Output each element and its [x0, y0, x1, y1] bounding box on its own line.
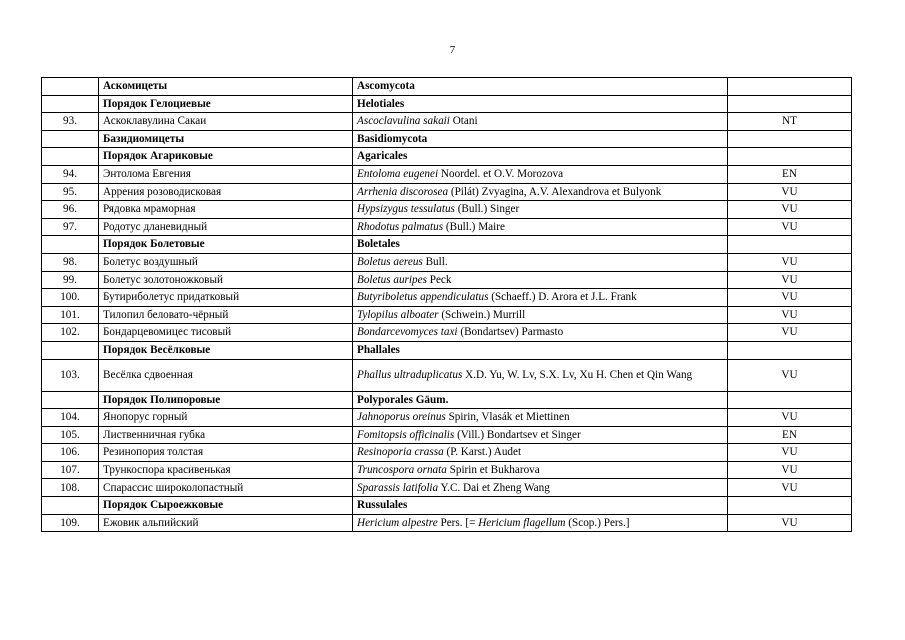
- row-number-cell: [42, 497, 99, 515]
- row-number-cell: [42, 78, 99, 96]
- row-number-cell: 102.: [42, 324, 99, 342]
- species-name-ru: Рядовка мраморная: [99, 201, 353, 219]
- table-row: [42, 359, 852, 391]
- table-row: [42, 165, 852, 183]
- table-section-header-row: [42, 341, 852, 359]
- row-number-cell: 93.: [42, 113, 99, 131]
- species-name-latin: [353, 201, 728, 219]
- species-name-ru: Бондарцевомицес тисовый: [99, 324, 353, 342]
- latin-binomial-italic: Sparassis latifolia: [357, 481, 439, 494]
- species-name-ru: Бутириболетус придатковый: [99, 289, 353, 307]
- latin-binomial-italic: Entoloma eugenei: [357, 168, 439, 181]
- taxon-group-name-latin: [353, 78, 728, 96]
- conservation-status-cell: VU: [728, 306, 852, 324]
- taxon-group-name-ru: Порядок Агариковые: [99, 148, 353, 166]
- taxon-group-name-latin: [353, 341, 728, 359]
- row-number-cell: 104.: [42, 409, 99, 427]
- latin-author-text: Spirin et Bukharova: [446, 463, 540, 476]
- conservation-status-cell: [728, 95, 852, 113]
- conservation-status-cell: [728, 341, 852, 359]
- latin-author-text: (Schwein.) Murrill: [438, 308, 526, 321]
- taxon-group-name-ru: Базидиомицеты: [99, 130, 353, 148]
- latin-author-text: (P. Karst.) Audet: [443, 446, 522, 459]
- row-number-cell: [42, 95, 99, 113]
- species-name-ru: Ежовик альпийский: [99, 514, 353, 532]
- latin-binomial-italic: Boletus aereus: [357, 255, 423, 268]
- conservation-status-cell: [728, 130, 852, 148]
- conservation-status-cell: VU: [728, 183, 852, 201]
- latin-author-text: Ascomycota: [357, 80, 415, 93]
- latin-binomial-italic: Boletus auripes: [357, 273, 427, 286]
- table-row: [42, 461, 852, 479]
- table-row: [42, 201, 852, 219]
- latin-binomial-italic: Resinoporia crassa: [357, 446, 444, 459]
- latin-binomial-italic: Jahnoporus oreinus: [357, 411, 446, 424]
- latin-binomial-italic: Hericium alpestre: [357, 516, 438, 529]
- taxon-group-name-ru: Порядок Весёлковые: [99, 341, 353, 359]
- conservation-status-cell: VU: [728, 289, 852, 307]
- taxon-group-name-latin: [353, 130, 728, 148]
- latin-binomial-italic: Tylopilus alboater: [357, 308, 439, 321]
- species-name-ru: Лиственничная губка: [99, 426, 353, 444]
- species-name-latin: [353, 426, 728, 444]
- table-row: [42, 479, 852, 497]
- taxon-group-name-ru: Аскомицеты: [99, 78, 353, 96]
- table-row: [42, 324, 852, 342]
- species-name-ru: Спарассис широколопастный: [99, 479, 353, 497]
- latin-binomial-italic: Arrhenia discorosea: [357, 185, 449, 198]
- table-section-header-row: [42, 391, 852, 409]
- table-section-header-row: [42, 236, 852, 254]
- latin-author-text: Pers. [=: [437, 516, 479, 529]
- table-section-header-row: [42, 130, 852, 148]
- row-number-cell: [42, 391, 99, 409]
- latin-author-text: Spirin, Vlasák et Miettinen: [445, 411, 570, 424]
- latin-author-text: (Schaeff.) D. Arora et J.L. Frank: [488, 291, 637, 304]
- row-number-cell: 101.: [42, 306, 99, 324]
- table-row: [42, 426, 852, 444]
- latin-author-text: (Vill.) Bondartsev et Singer: [454, 428, 581, 441]
- conservation-status-cell: VU: [728, 514, 852, 532]
- row-number-cell: 100.: [42, 289, 99, 307]
- conservation-status-cell: VU: [728, 324, 852, 342]
- latin-author-text: X.D. Yu, W. Lv, S.X. Lv, Xu H. Chen et Qin Wang: [462, 368, 693, 381]
- species-name-ru: Трункоспора красивенькая: [99, 461, 353, 479]
- species-name-latin: [353, 306, 728, 324]
- table-row: [42, 289, 852, 307]
- table-row: [42, 218, 852, 236]
- table-row: [42, 514, 852, 532]
- species-name-ru: Родотус дланевидный: [99, 218, 353, 236]
- species-name-latin: [353, 218, 728, 236]
- row-number-cell: 109.: [42, 514, 99, 532]
- taxon-group-name-ru: Порядок Сыроежковые: [99, 497, 353, 515]
- conservation-status-cell: VU: [728, 253, 852, 271]
- species-name-ru: Резинопория толстая: [99, 444, 353, 462]
- latin-author-text: Y.C. Dai et Zheng Wang: [438, 481, 550, 494]
- species-name-latin: [353, 324, 728, 342]
- species-name-ru: Тилопил беловато-чёрный: [99, 306, 353, 324]
- species-name-latin: [353, 183, 728, 201]
- latin-author-text: (Scop.) Pers.]: [565, 516, 630, 529]
- row-number-cell: 94.: [42, 165, 99, 183]
- latin-author-text: Boletales: [357, 238, 400, 251]
- row-number-cell: 97.: [42, 218, 99, 236]
- conservation-status-cell: [728, 391, 852, 409]
- latin-author-text: Basidiomycota: [357, 132, 428, 145]
- table-row: [42, 409, 852, 427]
- taxon-group-name-ru: Порядок Полипоровые: [99, 391, 353, 409]
- latin-author-text: Polyporales Gäum.: [357, 393, 449, 406]
- latin-binomial-italic: Truncospora ornata: [357, 463, 447, 476]
- row-number-cell: 98.: [42, 253, 99, 271]
- row-number-cell: 108.: [42, 479, 99, 497]
- latin-author-text: Phallales: [357, 343, 400, 356]
- table-section-header-row: [42, 148, 852, 166]
- species-name-latin: [353, 479, 728, 497]
- table-row: [42, 113, 852, 131]
- page-number: 7: [449, 44, 456, 56]
- latin-author-text: Helotiales: [357, 97, 405, 110]
- conservation-status-cell: VU: [728, 271, 852, 289]
- taxon-group-name-ru: Порядок Болетовые: [99, 236, 353, 254]
- conservation-status-cell: NT: [728, 113, 852, 131]
- row-number-cell: 105.: [42, 426, 99, 444]
- conservation-status-cell: VU: [728, 359, 852, 391]
- latin-binomial-italic: Ascoclavulina sakaii: [357, 115, 450, 128]
- taxon-group-name-latin: [353, 95, 728, 113]
- species-name-ru: Болетус воздушный: [99, 253, 353, 271]
- conservation-status-cell: [728, 78, 852, 96]
- taxon-group-name-ru: Порядок Гелоциевые: [99, 95, 353, 113]
- latin-binomial-italic: Hypsizygus tessulatus: [357, 203, 455, 216]
- latin-author-text: (Bondartsev) Parmasto: [457, 326, 564, 339]
- conservation-status-cell: [728, 236, 852, 254]
- species-name-latin: [353, 514, 728, 532]
- species-name-latin: [353, 253, 728, 271]
- latin-binomial-italic: Rhodotus palmatus: [357, 220, 444, 233]
- species-name-latin: [353, 444, 728, 462]
- latin-author-text: (Pilát) Zvyagina, A.V. Alexandrova et Bulyonk: [448, 185, 662, 198]
- species-name-ru: Аскоклавулина Сакаи: [99, 113, 353, 131]
- conservation-status-cell: EN: [728, 165, 852, 183]
- latin-author-text: Otani: [449, 115, 478, 128]
- species-name-latin: [353, 289, 728, 307]
- conservation-status-cell: [728, 497, 852, 515]
- latin-author-text: Noordel. et O.V. Morozova: [438, 168, 564, 181]
- species-name-latin: [353, 359, 728, 391]
- conservation-status-cell: VU: [728, 444, 852, 462]
- conservation-status-cell: VU: [728, 479, 852, 497]
- species-name-ru: Энтолома Евгения: [99, 165, 353, 183]
- latin-binomial-italic: Fomitopsis officinalis: [357, 428, 455, 441]
- row-number-cell: 96.: [42, 201, 99, 219]
- latin-binomial-italic: Hericium flagellum: [478, 516, 566, 529]
- row-number-cell: [42, 130, 99, 148]
- conservation-status-cell: VU: [728, 409, 852, 427]
- table-row: [42, 444, 852, 462]
- latin-binomial-italic: Butyriboletus appendiculatus: [357, 291, 489, 304]
- taxon-group-name-latin: [353, 497, 728, 515]
- latin-author-text: Bull.: [422, 255, 448, 268]
- table-row: [42, 271, 852, 289]
- species-name-latin: [353, 271, 728, 289]
- row-number-cell: 99.: [42, 271, 99, 289]
- row-number-cell: 95.: [42, 183, 99, 201]
- row-number-cell: 107.: [42, 461, 99, 479]
- species-table-body: [42, 78, 852, 532]
- table-section-header-row: [42, 78, 852, 96]
- conservation-status-cell: [728, 148, 852, 166]
- row-number-cell: [42, 341, 99, 359]
- latin-author-text: (Bull.) Singer: [454, 203, 520, 216]
- conservation-status-cell: EN: [728, 426, 852, 444]
- latin-author-text: (Bull.) Maire: [443, 220, 505, 233]
- row-number-cell: [42, 148, 99, 166]
- latin-binomial-italic: Bondarcevomyces taxi: [357, 326, 458, 339]
- species-name-ru: Весёлка сдвоенная: [99, 359, 353, 391]
- species-name-ru: Янопорус горный: [99, 409, 353, 427]
- table-section-header-row: [42, 497, 852, 515]
- taxon-group-name-latin: [353, 391, 728, 409]
- table-row: [42, 183, 852, 201]
- taxon-group-name-latin: [353, 236, 728, 254]
- species-name-latin: [353, 461, 728, 479]
- species-table: [41, 77, 852, 532]
- latin-binomial-italic: Phallus ultraduplicatus: [357, 368, 463, 381]
- table-row: [42, 306, 852, 324]
- conservation-status-cell: VU: [728, 218, 852, 236]
- latin-author-text: Russulales: [357, 499, 408, 512]
- row-number-cell: [42, 236, 99, 254]
- row-number-cell: 106.: [42, 444, 99, 462]
- species-name-ru: Аррения розоводисковая: [99, 183, 353, 201]
- latin-author-text: Agaricales: [357, 150, 408, 163]
- species-name-latin: [353, 409, 728, 427]
- conservation-status-cell: VU: [728, 201, 852, 219]
- table-row: [42, 253, 852, 271]
- latin-author-text: Peck: [426, 273, 452, 286]
- species-name-latin: [353, 165, 728, 183]
- table-section-header-row: [42, 95, 852, 113]
- row-number-cell: 103.: [42, 359, 99, 391]
- species-name-ru: Болетус золотоножковый: [99, 271, 353, 289]
- conservation-status-cell: VU: [728, 461, 852, 479]
- taxon-group-name-latin: [353, 148, 728, 166]
- species-name-latin: [353, 113, 728, 131]
